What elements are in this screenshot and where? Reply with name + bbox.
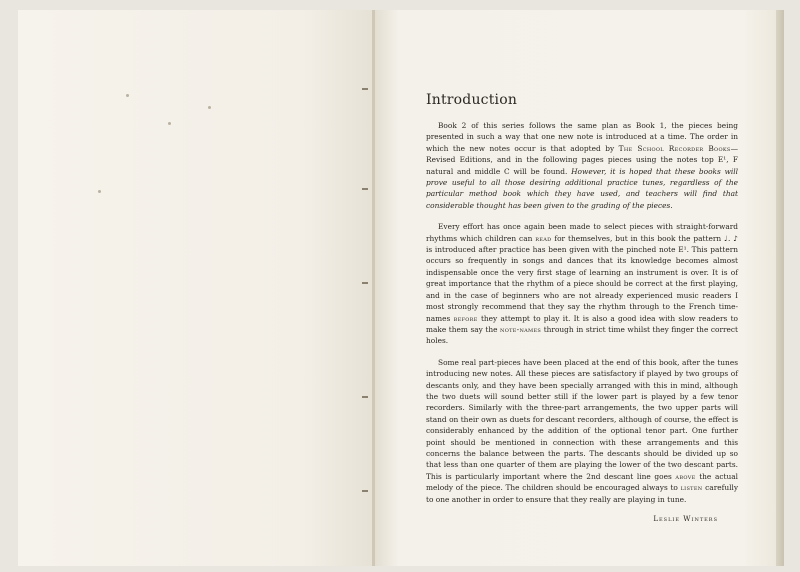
- paragraph-1: Book 2 of this series follows the same plan as Book 1, the pieces being presented in such a way that one new note is introduced at a time. The order in which the new notes occur is that adopted by The School Recorder Books—Revised Editions, and in the following pages pieces using the notes top E¹, F natural and middle C will be found. However, it is hoped that these books will prove useful to all those desiring additional practice tunes, regardless of the particular method book which they have used, and teachers will find that considerable thought has been given to the grading of the pieces.: [426, 121, 738, 210]
- rhythm-pattern-icon: ♩. ♪: [724, 233, 738, 243]
- binding-stitch: [362, 88, 368, 90]
- author-signature: Leslie Winters: [653, 515, 718, 523]
- paper-speck: [208, 106, 211, 109]
- introduction-text: [426, 92, 738, 523]
- paper-speck: [98, 190, 101, 193]
- paper-speck: [168, 122, 171, 125]
- left-page-blank: [18, 10, 374, 566]
- binding-stitch: [362, 282, 368, 284]
- book-gutter: [372, 10, 375, 566]
- binding-stitch: [362, 188, 368, 190]
- paragraph-3: Some real part-pieces have been placed at the end of this book, after the tunes introducing new notes. All these pieces are satisfactory if played by two groups of descants only, and they have been specially arranged with this in mind, although the two duets will sound better still if the lower part is played by a few tenor recorders. Similarly with the three-part arrangements, the two upper parts will stand on their own as duets for descant recorders, although of course, the effect is considerably enhanced by the addition of the optional tenor part. One further point should be mentioned in connection with these arrangements and this concerns the balance between the parts. The descants should be divided up so that less than one quarter of them are playing the lower of the two descant parts. This is particularly important where the 2nd descant line goes above the actual melody of the piece. The children should be encouraged always to listen carefully to one another in order to ensure that they really are playing in tune.: [426, 357, 738, 504]
- paper-speck: [126, 94, 129, 97]
- binding-stitch: [362, 396, 368, 398]
- paragraph-2: Every effort has once again been made to select pieces with straight-forward rhythms which children can read for themselves, but in this book the pattern ♩. ♪ is introduced after practice has been given with the pinched note E¹. This pattern occurs so frequently in songs and dances that its knowledge becomes almost indispensable once the very first stage of learning an instrument is over. It is of great importance that the rhythm of a piece should be correct at the first playing, and in the case of beginners who are not already experienced music readers I most strongly recommend that they say the rhythm through to the French time-names before they attempt to play it. It is also a good idea with slow readers to make them say the note-names through in strict time whilst they finger the correct holes.: [426, 222, 738, 346]
- page-title: Introduction: [426, 92, 518, 108]
- binding-stitch: [362, 490, 368, 492]
- page-edge: [776, 10, 784, 566]
